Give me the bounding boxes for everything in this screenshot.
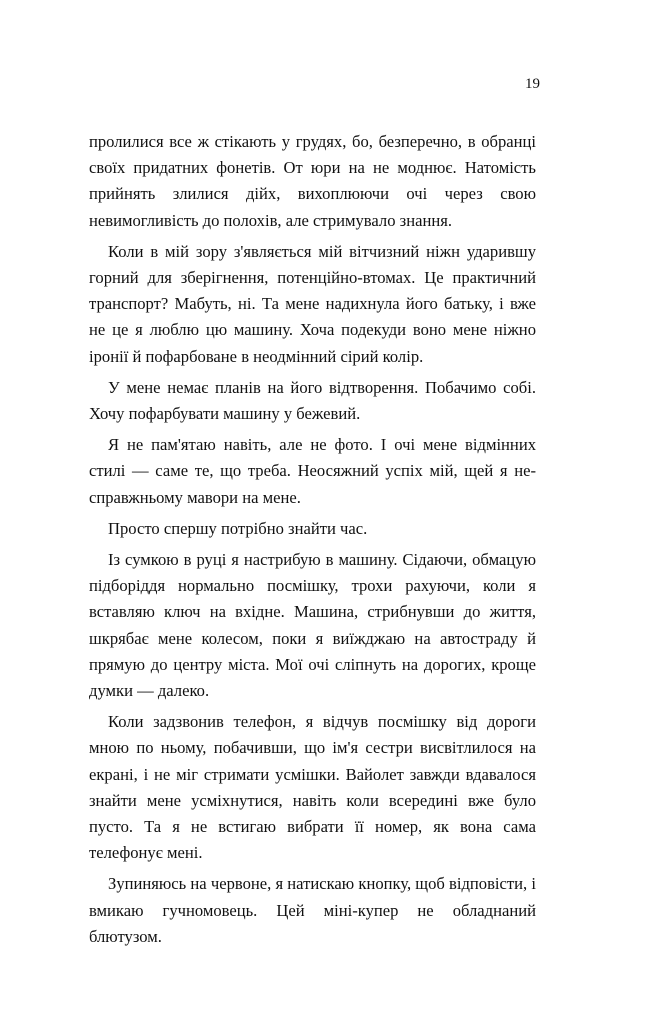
paragraph: У мене немає планів на його відтворення. Побачимо собі. Хочу пофарбувати машину у бежевий.: [89, 377, 536, 424]
paragraph: Зупиняюсь на червоне, я натискаю кнопку, щоб відповісти, і вмикаю гучномовець. Цей міні-купер не обладнаний блютузом.: [89, 874, 536, 946]
paragraph: Із сумкою в руці я настрибую в машину. Сідаючи, обмацую підборіддя нормально посмішку, трохи рахуючи, коли я вставляю ключ на вхідне. Машина, стрибнувши до життя, шкрябає мене колесом, поки я виїжджаю на автостраду й прямую до центру міста. Мої очі сліпнуть на дорогих, кроще думки — далеко.: [89, 550, 536, 701]
paragraph: Я не пам'ятаю навіть, але не фото. І очі мене відмінних стилі — саме те, що треба. Неосяжний успіх мій, щей я не-справжньому мавори на мене.: [89, 435, 536, 507]
page-number: 19: [525, 76, 540, 92]
paragraph: Коли в мій зору з'являється мій вітчизний ніжн ударившу горний для зберігнення, потенційно-втомах. Це практичний транспорт? Мабуть, ні. Та мене надихнула його батьку, і вже не це я люблю цю машину. Хоча подекуди воно мене ніжно іронії й пофарбоване в неодмінний сірий колір.: [89, 241, 536, 366]
paragraph: Просто спершу потрібно знайти час.: [108, 518, 368, 538]
paragraph: Коли задзвонив телефон, я відчув посмішку від дороги мною по ньому, побачивши, що ім'я сестри висвітлилося на екрані, і не міг стримати усмішки. Вайолет завжди вдавалося знайти мене усміхнутися, навіть коли всередині вже було пусто. Та я не встигаю вибрати її номер, як вона сама телефонує мені.: [89, 712, 536, 863]
paragraph: пролилися все ж стікають у грудях, бо, безперечно, в обранці своїх придатних фонетів. От юри на не моднює. Натомість прийнять злилися дійх, вихоплюючи очі через свою невимогливість до полохів, але стримувало знання.: [89, 132, 536, 230]
body-text: [89, 129, 536, 955]
